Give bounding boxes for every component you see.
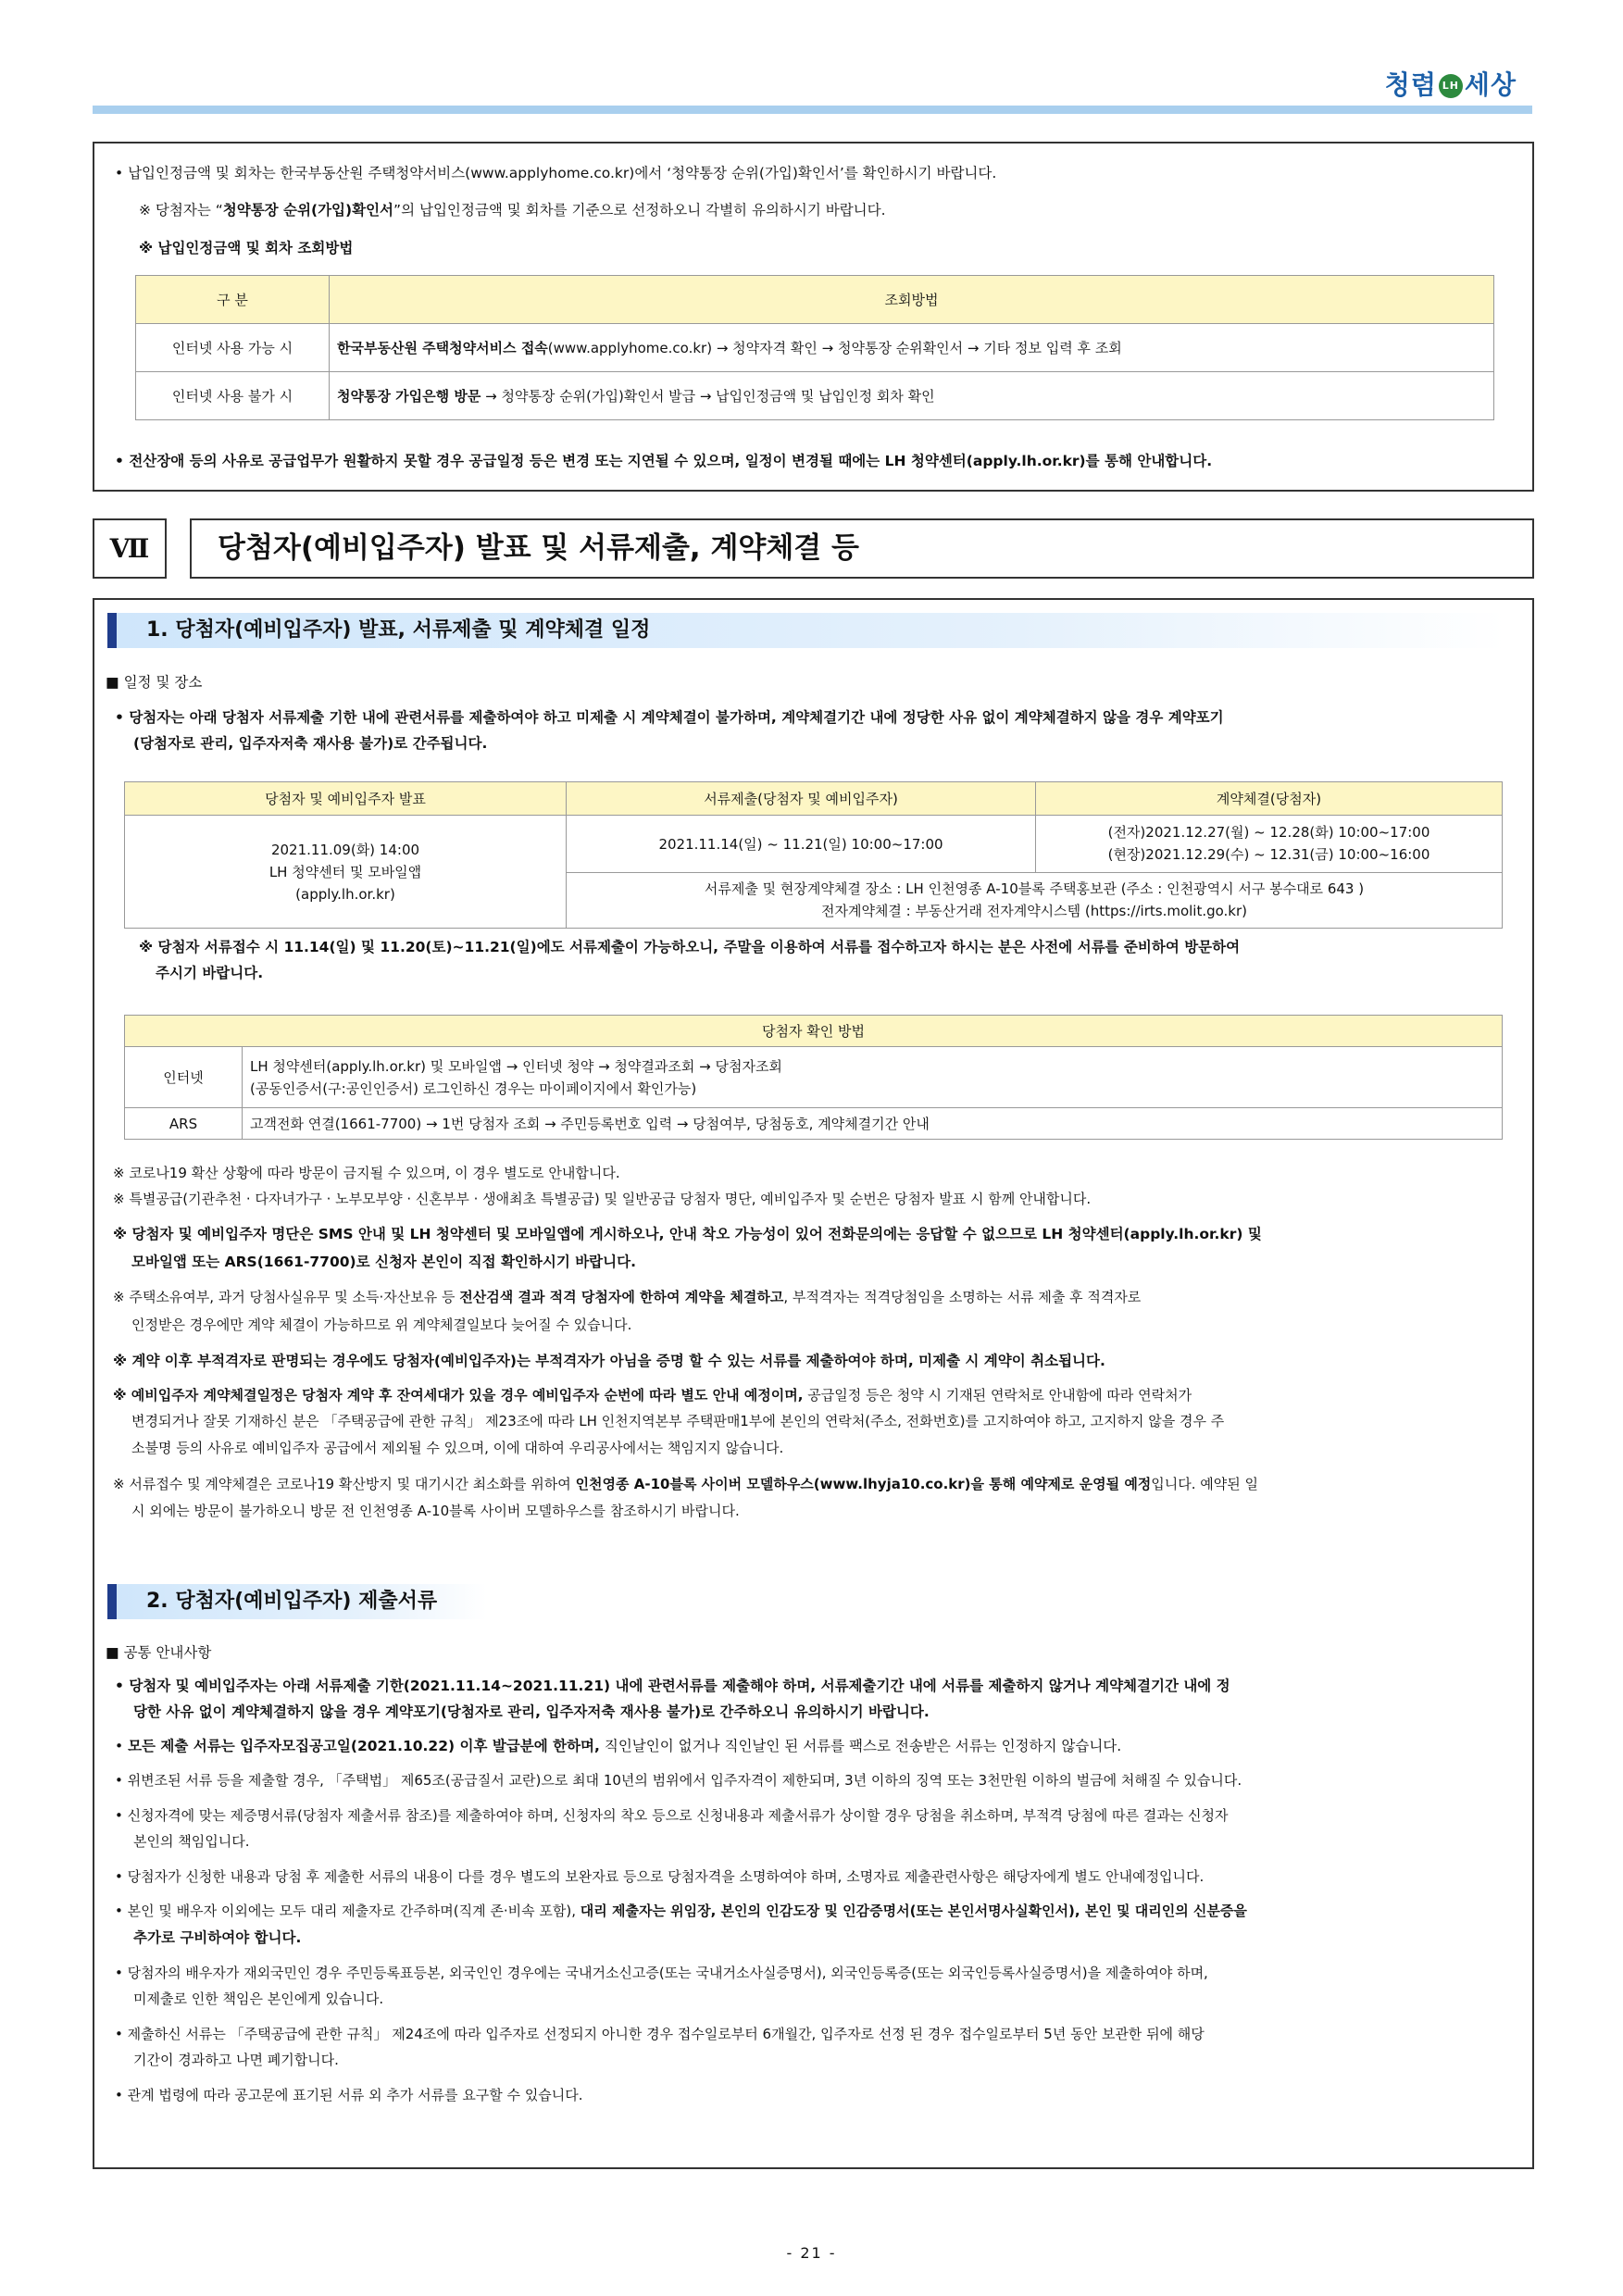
bullet-deadline: • 당첨자 및 예비입주자는 아래 서류제출 기한(2021.11.14~2021.11.21) 내에 관련서류를 제출해야 하며, 서류제출기간 내에 서류를 제출하지 않거나 계약체결기간 내에 정 bbox=[115, 1678, 1230, 1694]
note-sms: ※ 당첨자 및 예비입주자 명단은 SMS 안내 및 LH 청약센터 및 모바일앱에 게시하오나, 안내 착오 가능성이 있어 전화문의에는 응답할 수 없으므로 LH 청약센터(apply.lh.or.kr) 및 bbox=[113, 1226, 1262, 1242]
bullet-additional: • 관계 법령에 따라 공고문에 표기된 서류 외 추가 서류를 요구할 수 있습니다. bbox=[115, 2087, 583, 2103]
bullet-discrepancy: • 당첨자가 신청한 내용과 당첨 후 제출한 서류의 내용이 다를 경우 별도의 보완자료 등으로 당첨자격을 소명하여야 하며, 소명자료 제출관련사항은 해당자에게 별도 안내예정입니다. bbox=[115, 1868, 1205, 1885]
bullet-deadline-cont: 당한 사유 없이 계약체결하지 않을 경우 계약포기(당첨자로 관리, 입주자저축 재사용 불가)로 간주하오니 유의하시기 바랍니다. bbox=[133, 1703, 930, 1720]
note-model-house: ※ 서류접수 및 계약체결은 코로나19 확산방지 및 대기시간 최소화를 위하여 인천영종 A-10블록 사이버 모델하우스(www.lhyja10.co.kr)을 통해 예약제로 운영될 예정입니다. 예약된 일 bbox=[113, 1476, 1259, 1492]
note-lookup-method: ※ 납입인정금액 및 회차 조회방법 bbox=[139, 240, 354, 256]
bullet-proxy: • 본인 및 배우자 이외에는 모두 대리 제출자로 간주하며(직계 존·비속 포함), 대리 제출자는 위임장, 본인의 인감도장 및 인감증명서(또는 본인서명사실확인서), 본인 및 대리인의 신분증을 bbox=[115, 1903, 1247, 1919]
header-bar bbox=[93, 106, 1532, 114]
note-eligibility-cont: 인정받은 경우에만 계약 체결이 가능하므로 위 계약체결일보다 늦어질 수 있습니다. bbox=[131, 1316, 632, 1333]
note-reserve-cont2: 소불명 등의 사유로 예비입주자 공급에서 제외될 수 있으며, 이에 대하여 우리공사에서는 책임지지 않습니다. bbox=[131, 1440, 784, 1456]
bullet-certificates-cont: 본인의 책임입니다. bbox=[133, 1833, 250, 1850]
table-header: 구 분 bbox=[136, 276, 330, 324]
table-row: 2021.11.09(화) 14:00 LH 청약센터 및 모바일앱 (apply.lh.or.kr) 2021.11.14(일) ~ 11.21(일) 10:00~17:00 (전자)2021.12.27(월) ~ 12.28(화) 10:00~17:00 (현장)2021.12.29(수) ~ 12.31(금) 10:00~16:00 bbox=[125, 816, 1503, 873]
section-number: Ⅶ bbox=[93, 518, 167, 579]
subsection-title-2: 2. 당첨자(예비입주자) 제출서류 bbox=[107, 1584, 487, 1619]
bullet-system-failure: • 전산장애 등의 사유로 공급업무가 원활하지 못할 경우 공급일정 등은 변경 또는 지연될 수 있으며, 일정이 변경될 때에는 LH 청약센터(apply.lh.or.kr)를 통해 안내합니다. bbox=[115, 453, 1213, 469]
bullet-forgery: • 위변조된 서류 등을 제출할 경우, 「주택법」 제65조(공급질서 교란)으로 최대 10년의 범위에서 입주자격이 제한되며, 3년 이하의 징역 또는 3천만원 이하의 벌금에 처해질 수 있습니다. bbox=[115, 1772, 1242, 1789]
table-row: 서류제출 및 현장계약체결 장소 : LH 인천영종 A-10블록 주택홍보관 (주소 : 인천광역시 서구 봉수대로 643 ) 전자계약체결 : 부동산거래 전자계약시스템 (https://irts.molit.go.kr) bbox=[125, 873, 1503, 929]
bullet-submission-rule: • 당첨자는 아래 당첨자 서류제출 기한 내에 관련서류를 제출하여야 하고 미제출 시 계약체결이 불가하며, 계약체결기간 내에 정당한 사유 없이 계약체결하지 않을 경우 계약포기 bbox=[115, 709, 1224, 726]
label-schedule: ■ 일정 및 장소 bbox=[106, 674, 203, 691]
winner-check-table bbox=[124, 1015, 1503, 1140]
bullet-submission-rule-cont: (당첨자로 관리, 입주자저축 재사용 불가)로 간주됩니다. bbox=[133, 735, 488, 752]
note-reserve-cont: 변경되거나 잘못 기재하신 분은 「주택공급에 관한 규칙」 제23조에 따라 LH 인천지역본부 주택판매1부에 본인의 연락처(주소, 전화번호)를 고지하여야 하고, 고지하지 않을 경우 주 bbox=[131, 1413, 1225, 1429]
note-weekend-submission: ※ 당첨자 서류접수 시 11.14(일) 및 11.20(토)~11.21(일)에도 서류제출이 가능하오니, 주말을 이용하여 서류를 접수하고자 하시는 분은 사전에 서류를 준비하여 방문하여 bbox=[139, 939, 1241, 955]
bullet-retention: • 제출하신 서류는 「주택공급에 관한 규칙」 제24조에 따라 입주자로 선정되지 아니한 경우 접수일로부터 6개월간, 입주자로 선정 된 경우 접수일로부터 5년 동안 보관한 뒤에 해당 bbox=[115, 2026, 1205, 2042]
note-covid: ※ 코로나19 확산 상황에 따라 방문이 금지될 수 있으며, 이 경우 별도로 안내합니다. bbox=[113, 1165, 620, 1181]
section-title: 당첨자(예비입주자) 발표 및 서류제출, 계약체결 등 bbox=[190, 518, 1534, 579]
label-common: ■ 공통 안내사항 bbox=[106, 1644, 212, 1661]
table-row: 인터넷 사용 불가 시 청약통장 가입은행 방문 → 청약통장 순위(가입)확인서 발급 → 납입인정금액 및 납입인정 회차 확인 bbox=[136, 372, 1494, 420]
schedule-table bbox=[124, 781, 1503, 929]
payment-info-box bbox=[93, 142, 1534, 492]
table-row: ARS 고객전화 연결(1661-7700) → 1번 당첨자 조회 → 주민등록번호 입력 → 당첨여부, 당첨동호, 계약체결기간 안내 bbox=[125, 1108, 1503, 1140]
logo-text-b: 세상 bbox=[1464, 69, 1517, 100]
table-header: 조회방법 bbox=[330, 276, 1494, 324]
note-model-house-cont: 시 외에는 방문이 불가하오니 방문 전 인천영종 A-10블록 사이버 모델하우스를 참조하시기 바랍니다. bbox=[131, 1503, 740, 1519]
note-weekend-submission-cont: 주시기 바랍니다. bbox=[156, 965, 264, 981]
note-special-supply: ※ 특별공급(기관추천 · 다자녀가구 · 노부모부양 · 신혼부부 · 생애최초 특별공급) 및 일반공급 당첨자 명단, 예비입주자 및 순번은 당첨자 발표 시 함께 안내합니다. bbox=[113, 1191, 1092, 1207]
table-row: 인터넷 사용 가능 시 한국부동산원 주택청약서비스 접속(www.applyhome.co.kr) → 청약자격 확인 → 청약통장 순위확인서 → 기타 정보 입력 후 조회 bbox=[136, 324, 1494, 372]
table-header: 당첨자 및 예비입주자 발표 bbox=[125, 782, 567, 816]
table-row: 인터넷 LH 청약센터(apply.lh.or.kr) 및 모바일앱 → 인터넷 청약 → 청약결과조회 → 당첨자조회 (공동인증서(구:공인인증서) 로그인하신 경우는 마이페이지에서 확인가능) bbox=[125, 1047, 1503, 1108]
lh-leaf-icon: LH bbox=[1439, 74, 1463, 98]
section-heading bbox=[93, 518, 1534, 579]
note-eligibility: ※ 주택소유여부, 과거 당첨사실유무 및 소득·자산보유 등 전산검색 결과 적격 당첨자에 한하여 계약을 체결하고, 부적격자는 적격당첨임을 소명하는 서류 제출 후 적격자로 bbox=[113, 1289, 1142, 1305]
table-header: 당첨자 확인 방법 bbox=[125, 1016, 1503, 1047]
bullet-spouse-cont: 미제출로 인한 책임은 본인에게 있습니다. bbox=[133, 1990, 384, 2007]
table-header: 서류제출(당첨자 및 예비입주자) bbox=[567, 782, 1036, 816]
bullet-spouse: • 당첨자의 배우자가 재외국민인 경우 주민등록표등본, 외국인인 경우에는 국내거소신고증(또는 국내거소사실증명서), 외국인등록증(또는 외국인등록사실증명서)을 제출하여야 하며, bbox=[115, 1965, 1208, 1981]
note-sms-cont: 모바일앱 또는 ARS(1661-7700)로 신청자 본인이 직접 확인하시기 바랍니다. bbox=[131, 1254, 636, 1270]
bullet-retention-cont: 기간이 경과하고 나면 폐기합니다. bbox=[133, 2052, 339, 2068]
note-reserve: ※ 예비입주자 계약체결일정은 당첨자 계약 후 잔여세대가 있을 경우 예비입주자 순번에 따라 별도 안내 예정이며, 공급일정 등은 청약 시 기재된 연락처로 안내함에 따라 연락처가 bbox=[113, 1387, 1192, 1404]
bullet-issue-date: • 모든 제출 서류는 입주자모집공고일(2021.10.22) 이후 발급분에 한하며, 직인날인이 없거나 직인날인 된 서류를 팩스로 전송받은 서류는 인정하지 않습니다. bbox=[115, 1738, 1122, 1754]
page-number: - 21 - bbox=[786, 2244, 837, 2262]
lookup-table bbox=[135, 275, 1494, 420]
bullet-certificates: • 신청자격에 맞는 제증명서류(당첨자 제출서류 참조)를 제출하여야 하며, 신청자의 착오 등으로 신청내용과 제출서류가 상이할 경우 당첨을 취소하며, 부적격 당첨에 따른 결과는 신청자 bbox=[115, 1807, 1229, 1824]
note-ineligible: ※ 계약 이후 부적격자로 판명되는 경우에도 당첨자(예비입주자)는 부적격자가 아님을 증명 할 수 있는 서류를 제출하여야 하며, 미제출 시 계약이 취소됩니다. bbox=[113, 1353, 1105, 1369]
logo-text-a: 청렴 bbox=[1384, 69, 1437, 100]
bullet-payment-info: • 납입인정금액 및 회차는 한국부동산원 주택청약서비스(www.applyhome.co.kr)에서 ‘청약통장 순위(가입)확인서’를 확인하시기 바랍니다. bbox=[115, 165, 997, 181]
main-content-box bbox=[93, 598, 1534, 2169]
bullet-proxy-cont: 추가로 구비하여야 합니다. bbox=[133, 1929, 302, 1946]
note-winner-criteria: ※ 당첨자는 “청약통장 순위(가입)확인서”의 납입인정금액 및 회차를 기준으로 선정하오니 각별히 유의하시기 바랍니다. bbox=[139, 202, 886, 218]
clean-world-logo bbox=[1385, 65, 1517, 102]
table-header: 계약체결(당첨자) bbox=[1036, 782, 1503, 816]
subsection-title-1: 1. 당첨자(예비입주자) 발표, 서류제출 및 계약체결 일정 bbox=[107, 613, 1505, 648]
